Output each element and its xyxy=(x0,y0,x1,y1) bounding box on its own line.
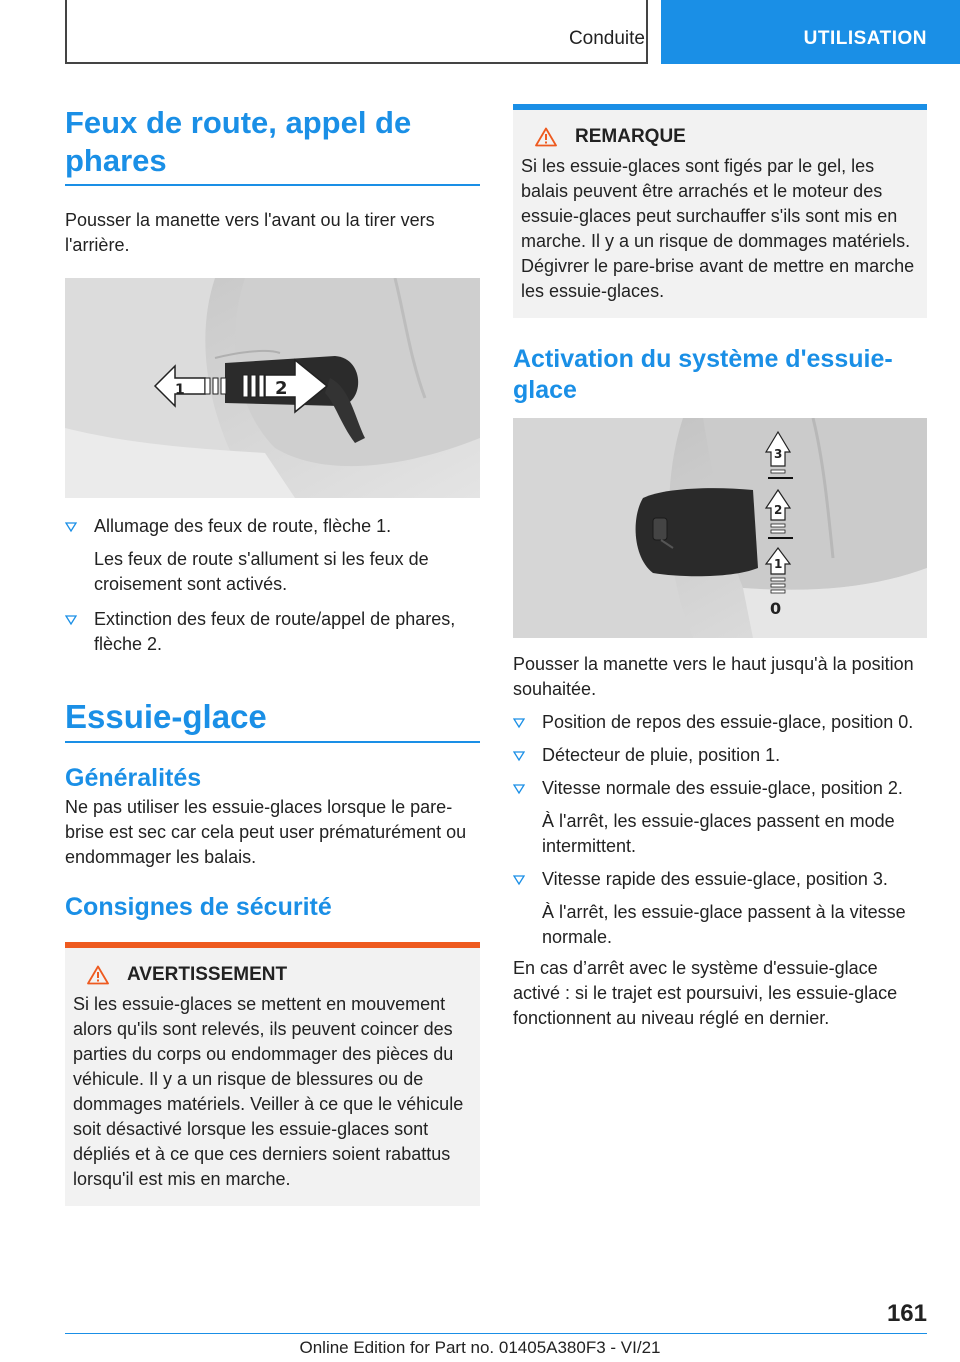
bullet-text: Détecteur de pluie, position 1. xyxy=(542,745,781,765)
warning-label: AVERTISSEMENT xyxy=(127,964,288,985)
warning-header xyxy=(73,964,472,986)
bullet-subtext: À l'arrêt, les essuie-glaces passent en mode intermittent. xyxy=(542,811,895,856)
feux-bullet-list xyxy=(65,514,480,657)
list-item xyxy=(513,867,927,892)
list-item xyxy=(513,776,927,801)
bullet-subtext: Les feux de route s'allument si les feux de croisement sont activés. xyxy=(94,549,429,594)
triangle-bullet-icon xyxy=(513,783,525,795)
page-number: 161 xyxy=(886,1300,927,1327)
notice-box xyxy=(513,104,927,318)
subtitle-consignes: Consignes de sécurité xyxy=(65,893,332,921)
notice-label: REMARQUE xyxy=(575,126,686,147)
header-chapter-label: UTILISATION xyxy=(803,28,927,49)
high-beam-stalk-illustration xyxy=(65,278,480,498)
intro-feux: Pousser la manette vers l'avant ou la tirer vers l'arrière. xyxy=(65,210,435,255)
figure2-position-1-label: 1 xyxy=(774,557,783,571)
notice-header xyxy=(521,126,919,148)
bullet-text: Allumage des feux de route, flèche 1. xyxy=(94,516,392,536)
bullet-text: Vitesse rapide des essuie-glace, position 3. xyxy=(542,869,888,889)
title-feux-de-route: Feux de route, appel de phares xyxy=(65,104,480,186)
subtitle-generalites: Généralités xyxy=(65,764,202,792)
left-column xyxy=(65,104,480,1206)
outro-activation: En cas d’arrêt avec le système d'essuie-glace activé : si le trajet est poursuivi, les essuie-glace fonctionnent au niveau réglé en dernier. xyxy=(513,958,898,1028)
figure-high-beam-stalk xyxy=(65,278,480,498)
bullet-subtext: À l'arrêt, les essuie-glace passent à la vitesse normale. xyxy=(542,902,906,947)
figure1-arrow-1-label: 1 xyxy=(175,382,185,398)
bullet-text: Position de repos des essuie-glace, position 0. xyxy=(542,712,914,732)
wiper-bullet-list xyxy=(513,710,927,950)
header-section-label: Conduite xyxy=(568,28,645,49)
notice-text: Si les essuie-glaces sont figés par le gel, les balais peuvent être arrachés et le moteur des essuie-glaces peut surchauffer s'ils sont mis en marche. Il y a un risque de dommages matériels. Dégivrer le pare-brise avant de mettre en marche les essuie-glaces. xyxy=(521,156,915,301)
section-title-essuie-glace: Essuie-glace xyxy=(65,697,480,743)
footer-divider xyxy=(65,1333,927,1334)
warning-triangle-icon xyxy=(87,965,109,985)
bullet-text: Extinction des feux de route/appel de phares, flèche 2. xyxy=(94,609,456,654)
figure2-position-2-label: 2 xyxy=(774,503,783,517)
right-column xyxy=(513,104,927,1031)
title-activation: Activation du système d'essuie-glace xyxy=(513,345,893,404)
list-item xyxy=(513,743,927,768)
bullet-text: Vitesse normale des essuie-glace, position 2. xyxy=(542,778,903,798)
wiper-stalk-illustration xyxy=(513,418,927,638)
triangle-bullet-icon xyxy=(513,750,525,762)
list-item xyxy=(65,607,480,657)
triangle-bullet-icon xyxy=(65,614,77,626)
notice-triangle-icon xyxy=(535,127,557,147)
figure-wiper-stalk xyxy=(513,418,927,638)
generalites-text: Ne pas utiliser les essuie-glaces lorsque le pare-brise est sec car cela peut user prématurément ou endommager les balais. xyxy=(65,797,467,867)
figure2-position-0-label: 0 xyxy=(770,599,782,618)
list-item xyxy=(65,514,480,539)
list-item xyxy=(513,710,927,735)
footer-edition: Online Edition for Part no. 01405A380F3 - VI/21 xyxy=(299,1338,661,1357)
warning-text: Si les essuie-glaces se mettent en mouvement alors qu'ils sont relevés, ils peuvent coincer des parties du corps ou endommager des pièces du véhicule. Il y a un risque de blessures ou de dommages matériels. Veiller à ce que le véhicule soit désactivé lorsque les essuie-glaces sont dépliés et à ce que ces derniers soient rabattus lorsqu'il est mis en marche. xyxy=(73,994,464,1189)
triangle-bullet-icon xyxy=(513,717,525,729)
figure2-position-3-label: 3 xyxy=(774,447,783,461)
warning-box xyxy=(65,942,480,1206)
triangle-bullet-icon xyxy=(65,521,77,533)
header-chapter-tab xyxy=(661,0,960,64)
triangle-bullet-icon xyxy=(513,874,525,886)
intro-activation: Pousser la manette vers le haut jusqu'à la position souhaitée. xyxy=(513,654,914,699)
figure1-arrow-2-label: 2 xyxy=(275,378,288,399)
